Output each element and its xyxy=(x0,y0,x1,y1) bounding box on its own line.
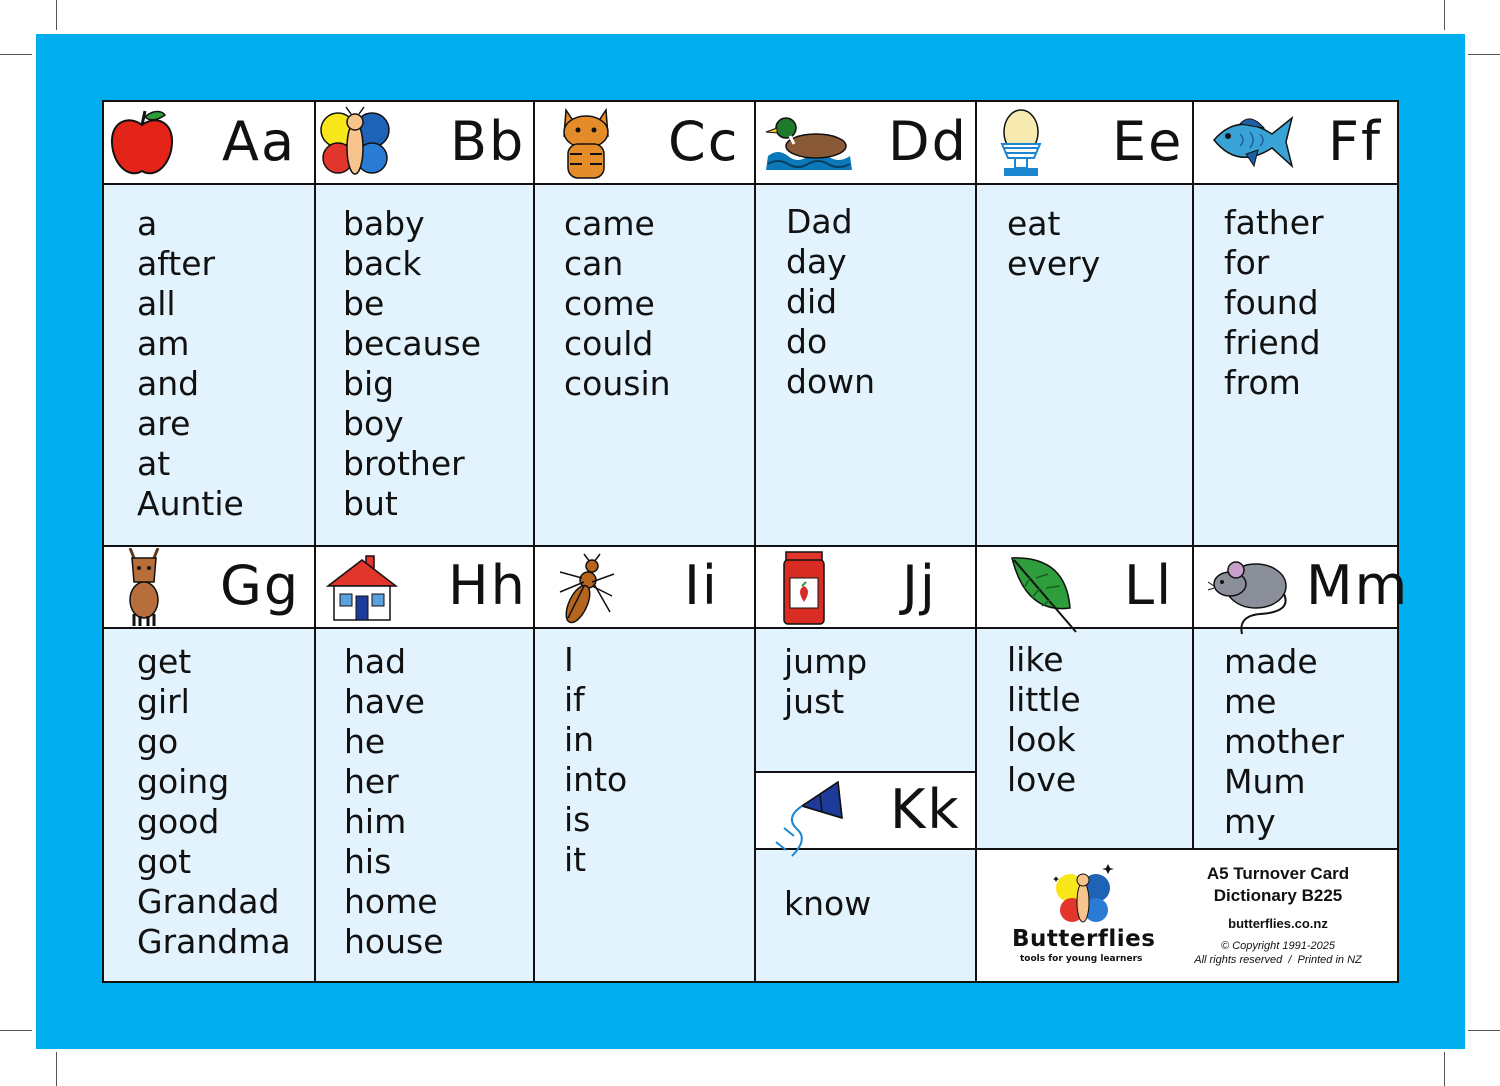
list-item: have xyxy=(344,682,425,721)
word-list-i xyxy=(564,640,627,880)
list-item: Auntie xyxy=(137,484,244,523)
list-item: into xyxy=(564,760,628,799)
list-item: down xyxy=(786,362,876,401)
crop-mark xyxy=(56,0,57,30)
list-item: did xyxy=(786,282,838,321)
apple-icon xyxy=(109,107,175,179)
divider-line xyxy=(754,102,756,981)
list-item: day xyxy=(786,242,847,281)
product-line-1: A5 Turnover Card xyxy=(1206,864,1350,883)
list-item: but xyxy=(343,484,398,523)
butterflies-logo-icon xyxy=(1048,858,1120,930)
heading-bb: Bb xyxy=(450,110,526,173)
list-item: know xyxy=(784,884,872,923)
header-band-top xyxy=(104,102,1397,184)
list-item: Dad xyxy=(786,202,853,241)
divider-line xyxy=(975,102,977,981)
jam-jar-icon xyxy=(782,550,826,626)
list-item: had xyxy=(344,642,407,681)
word-list-l xyxy=(1007,640,1081,800)
list-item: it xyxy=(564,840,587,879)
insect-icon xyxy=(554,552,616,628)
butterfly-icon xyxy=(318,106,392,180)
list-item: come xyxy=(564,284,655,323)
list-item: because xyxy=(343,324,482,363)
word-list-g xyxy=(137,642,291,962)
list-item: big xyxy=(343,364,395,403)
crop-mark xyxy=(1444,1052,1445,1086)
list-item: like xyxy=(1007,640,1064,679)
list-item: am xyxy=(137,324,190,363)
list-item: Grandma xyxy=(137,922,291,961)
word-list-k xyxy=(784,884,871,924)
list-item: her xyxy=(344,762,399,801)
list-item: all xyxy=(137,284,176,323)
list-item: a xyxy=(137,204,158,243)
crop-mark xyxy=(0,54,32,55)
list-item: in xyxy=(564,720,595,759)
kite-icon xyxy=(772,778,848,858)
list-item: made xyxy=(1224,642,1318,681)
divider-line xyxy=(314,102,316,981)
heading-hh: Hh xyxy=(448,554,527,617)
list-item: from xyxy=(1224,363,1301,402)
heading-ii: Ii xyxy=(684,554,719,617)
heading-kk: Kk xyxy=(890,778,961,841)
heading-dd: Dd xyxy=(888,110,968,173)
list-item: can xyxy=(564,244,624,283)
list-item: for xyxy=(1224,243,1270,282)
list-item: mother xyxy=(1224,722,1345,761)
list-item: came xyxy=(564,204,655,243)
list-item: little xyxy=(1007,680,1081,719)
divider-line xyxy=(104,183,1397,185)
rights-text: All rights reserved / Printed in NZ xyxy=(1194,954,1362,966)
list-item: father xyxy=(1224,203,1324,242)
list-item: baby xyxy=(343,204,425,243)
list-item: got xyxy=(137,842,192,881)
list-item: boy xyxy=(343,404,404,443)
list-item: his xyxy=(344,842,392,881)
list-item: back xyxy=(343,244,422,283)
list-item: if xyxy=(564,680,585,719)
duck-icon xyxy=(764,110,856,176)
crop-mark xyxy=(1468,54,1500,55)
crop-mark xyxy=(56,1052,57,1086)
list-item: going xyxy=(137,762,230,801)
divider-line xyxy=(104,545,1397,547)
list-item: brother xyxy=(343,444,465,483)
list-item: my xyxy=(1224,802,1276,841)
list-item: Grandad xyxy=(137,882,280,921)
egg-icon xyxy=(998,108,1044,180)
crop-mark xyxy=(1468,1030,1500,1031)
heading-aa: Aa xyxy=(222,110,297,173)
list-item: is xyxy=(564,800,591,839)
list-item: could xyxy=(564,324,654,363)
website-link[interactable]: butterflies.co.nz xyxy=(1228,916,1328,931)
divider-line xyxy=(104,627,1397,629)
list-item: home xyxy=(344,882,438,921)
list-item: eat xyxy=(1007,204,1061,243)
mouse-icon xyxy=(1208,556,1294,636)
list-item: love xyxy=(1007,760,1077,799)
word-list-c xyxy=(564,204,671,404)
crop-mark xyxy=(1444,0,1445,30)
list-item: every xyxy=(1007,244,1101,283)
word-list-d xyxy=(786,202,875,402)
dictionary-card xyxy=(102,100,1410,983)
list-item: girl xyxy=(137,682,190,721)
divider-line xyxy=(1192,102,1194,849)
goat-icon xyxy=(124,548,164,628)
word-list-f xyxy=(1224,203,1324,403)
list-item: he xyxy=(344,722,386,761)
word-list-h xyxy=(344,642,444,962)
list-item: jump xyxy=(784,642,868,681)
heading-cc: Cc xyxy=(668,110,740,173)
heading-mm: Mm xyxy=(1306,554,1410,617)
logo-name: Butterflies xyxy=(1012,926,1156,952)
heading-ll: Ll xyxy=(1124,554,1174,617)
heading-ff: Ff xyxy=(1328,110,1383,173)
list-item: go xyxy=(137,722,179,761)
heading-ee: Ee xyxy=(1112,110,1184,173)
list-item: me xyxy=(1224,682,1277,721)
heading-jj: Jj xyxy=(902,554,937,617)
word-list-j xyxy=(784,642,867,722)
divider-line xyxy=(755,848,1397,850)
leaf-icon xyxy=(1006,552,1080,636)
list-item: found xyxy=(1224,283,1319,322)
product-line-2: Dictionary B225 xyxy=(1213,886,1343,905)
list-item: friend xyxy=(1224,323,1321,362)
list-item: after xyxy=(137,244,216,283)
list-item: good xyxy=(137,802,220,841)
list-item: Mum xyxy=(1224,762,1306,801)
list-item: house xyxy=(344,922,444,961)
list-item: get xyxy=(137,642,192,681)
cat-icon xyxy=(558,106,614,182)
word-list-e xyxy=(1007,204,1100,284)
word-list-a xyxy=(137,204,244,524)
list-item: at xyxy=(137,444,171,483)
list-item: and xyxy=(137,364,200,403)
heading-gg: Gg xyxy=(220,554,301,617)
logo-tagline: tools for young learners xyxy=(1020,954,1143,964)
list-item: are xyxy=(137,404,191,443)
word-list-m xyxy=(1224,642,1344,842)
list-item: do xyxy=(786,322,828,361)
fish-icon xyxy=(1210,110,1296,172)
list-item: him xyxy=(344,802,407,841)
divider-line xyxy=(533,102,535,981)
divider-line xyxy=(755,771,976,773)
list-item: be xyxy=(343,284,385,323)
list-item: just xyxy=(784,682,845,721)
word-list-b xyxy=(343,204,481,524)
list-item: look xyxy=(1007,720,1076,759)
copyright-text: © Copyright 1991-2025 xyxy=(1221,940,1335,952)
crop-mark xyxy=(0,1030,32,1031)
list-item: I xyxy=(564,640,574,679)
list-item: cousin xyxy=(564,364,671,403)
house-icon xyxy=(326,552,398,624)
